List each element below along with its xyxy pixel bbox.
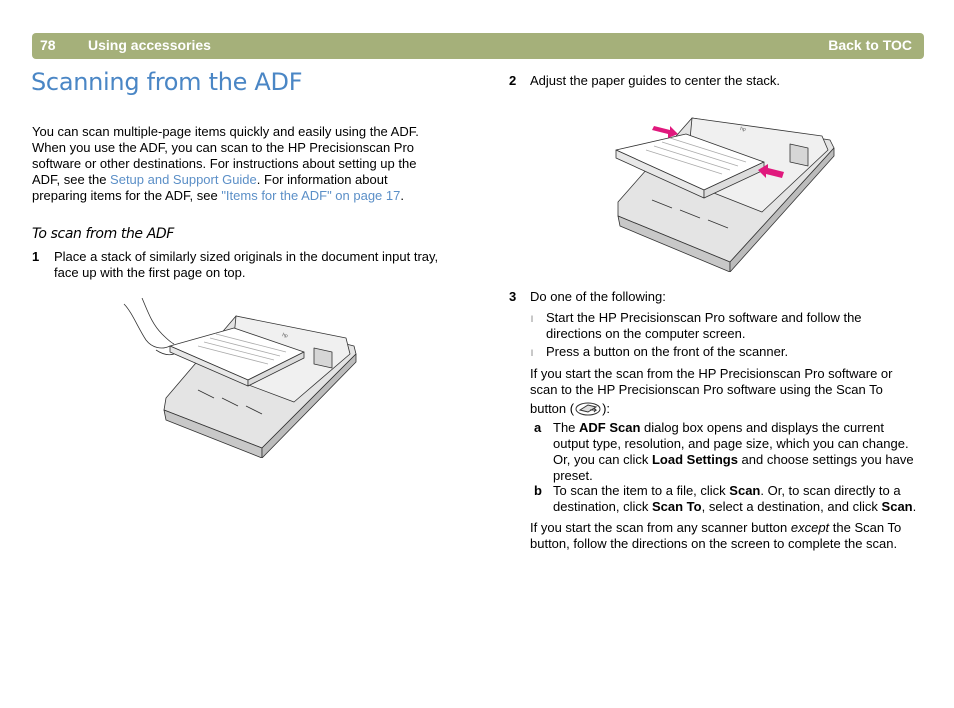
step-2-text: Adjust the paper guides to center the stack. <box>530 73 781 88</box>
scanner-button-paragraph: If you start the scan from any scanner button except the Scan To button, follow the directions on the screen to complete the scan. <box>530 520 902 551</box>
back-to-toc-link[interactable]: Back to TOC <box>828 37 912 53</box>
option-2-text: Press a button on the front of the scanner. <box>546 344 789 359</box>
scanner-paper-guides-illustration <box>612 112 852 272</box>
substep-b-letter: b <box>534 483 542 498</box>
svg-text:hp: hp <box>281 332 289 340</box>
option-1-text: Start the HP Precisionscan Pro software and follow the directions on the computer screen. <box>546 310 862 341</box>
items-for-adf-link[interactable]: "Items for the ADF" on page 17 <box>221 188 401 203</box>
page-title: Scanning from the ADF <box>31 68 303 96</box>
substep-b-text: To scan the item to a file, click Scan. Or, to scan directly to a destination, click Scan To, select a destination, and click Scan. <box>553 483 917 514</box>
step-3-number: 3 <box>509 289 517 304</box>
step-2-number: 2 <box>509 73 517 88</box>
bullet-marker: l <box>531 314 533 324</box>
svg-text:hp: hp <box>739 126 747 133</box>
substep-a-letter: a <box>534 420 542 435</box>
step-3-text: Do one of the following: <box>530 289 666 304</box>
header-bar <box>32 33 924 59</box>
step-1-number: 1 <box>32 249 40 264</box>
scan-to-button-icon <box>574 401 602 416</box>
section-title: Using accessories <box>88 37 211 53</box>
setup-guide-link[interactable]: Setup and Support Guide <box>110 172 257 187</box>
bullet-marker: l <box>531 348 533 358</box>
substep-a-text: The ADF Scan dialog box opens and displays the current output type, resolution, and page size, which you can change. Or, you can click Load Settings and choose settings you have preset. <box>553 420 914 483</box>
page-number: 78 <box>40 37 56 53</box>
step-1-text: Place a stack of similarly sized originals in the document input tray, face up with the first page on top. <box>54 249 439 280</box>
scan-to-paragraph: If you start the scan from the HP Precisionscan Pro software or scan to the HP Precisionscan Pro software using the Scan To button ( ): <box>530 366 893 416</box>
intro-paragraph: You can scan multiple-page items quickly and easily using the ADF. When you use the ADF, you can scan to the HP Precisionscan Pro software or other destinations. For instructions about setting up the ADF, see the Setup and Support Guide. For information about preparing items for the ADF, see "Items for the ADF" on page 17. <box>32 124 419 203</box>
scanner-with-hand-illustration <box>118 298 363 458</box>
procedure-title: To scan from the ADF <box>32 226 174 242</box>
